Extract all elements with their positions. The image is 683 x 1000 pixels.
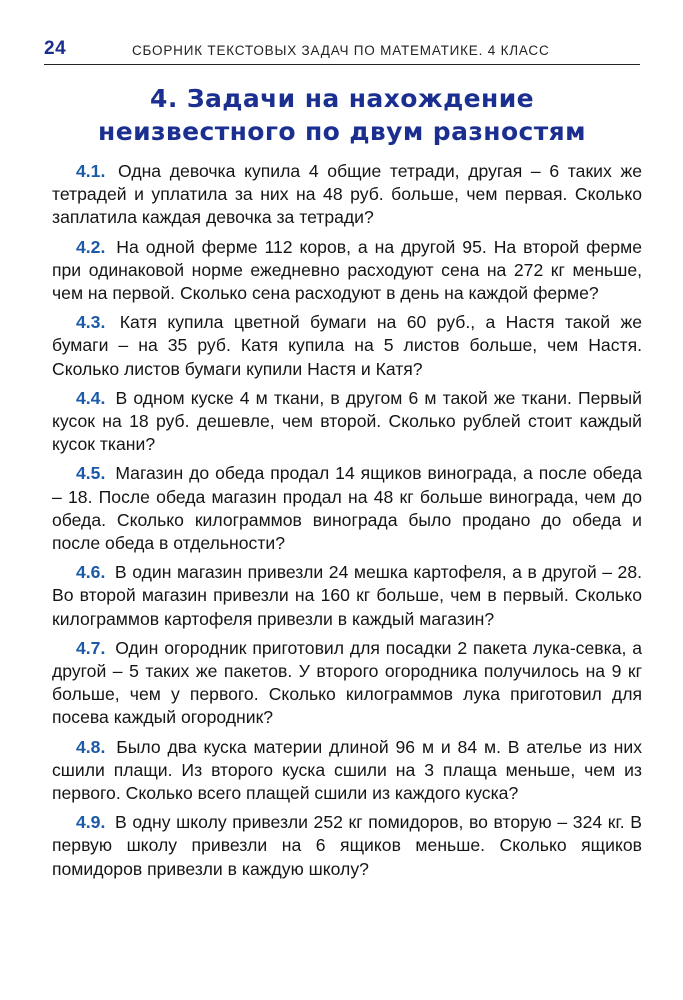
problem-text: Одна девочка купила 4 общие тетради, другая – 6 таких же тетрадей и уплатила за них на 48 руб. больше, чем первая. Сколько заплатила каждая девочка за тетради? xyxy=(52,161,642,228)
problem-number: 4.9. xyxy=(76,812,106,833)
problem-number: 4.2. xyxy=(76,236,106,257)
problem-4-2 xyxy=(52,236,642,306)
problem-number: 4.6. xyxy=(76,562,106,583)
section-title-line-1: 4. Задачи на нахождение xyxy=(150,84,534,113)
problem-list xyxy=(52,160,642,887)
problem-number: 4.3. xyxy=(76,312,106,333)
problem-text: Катя купила цветной бумаги на 60 руб., а Настя такой же бумаги – на 35 руб. Катя купила на 5 листов больше, чем Настя. Сколько листов бумаги купили Настя и Катя? xyxy=(52,312,643,379)
problem-4-4 xyxy=(52,387,642,457)
problem-text: На одной ферме 112 коров, а на другой 95. На второй ферме при одинаковой норме ежедневно расходуют сена на 272 кг меньше, чем на первой. Сколько сена расходуют в день на каждой ферме? xyxy=(52,236,642,304)
problem-number: 4.4. xyxy=(76,387,106,408)
problem-4-9 xyxy=(52,811,642,881)
problem-4-5 xyxy=(52,462,642,555)
section-title xyxy=(44,82,640,148)
problem-4-7 xyxy=(52,637,642,730)
problem-number: 4.7. xyxy=(76,637,106,658)
problem-text: В одну школу привезли 252 кг помидоров, во вторую – 324 кг. В первую школу привезли на 6 ящиков меньше. Сколько ящиков помидоров привезли в каждую школу? xyxy=(52,812,642,879)
problem-text: В один магазин привезли 24 мешка картофеля, а в другой – 28. Во второй магазин привезли на 160 кг больше, чем в первый. Сколько килограммов картофеля привезли в каждый магазин? xyxy=(52,562,643,629)
problem-text: Было два куска материи длиной 96 м и 84 м. В ателье из них сшили плащи. Из второго куска сшили на 3 плаща меньше, чем из первого. Сколько всего плащей сшили из каждого куска? xyxy=(52,736,643,804)
problem-4-6 xyxy=(52,561,642,631)
section-title-line-2: неизвестного по двум разностям xyxy=(98,117,586,146)
problem-text: В одном куске 4 м ткани, в другом 6 м такой же ткани. Первый кусок на 18 руб. дешевле, чем второй. Сколько рублей стоит каждый кусок ткани? xyxy=(52,387,643,455)
page-number: 24 xyxy=(44,38,67,59)
page-header xyxy=(44,38,640,65)
problem-4-3 xyxy=(52,311,642,381)
problem-text: Магазин до обеда продал 14 ящиков винограда, а после обеда – 18. После обеда магазин продал на 48 кг больше винограда, чем до обеда. Сколько килограммов винограда было продано до обеда и после обеда в отдельности? xyxy=(52,463,642,554)
problem-number: 4.8. xyxy=(76,736,106,757)
running-title: СБОРНИК ТЕКСТОВЫХ ЗАДАЧ ПО МАТЕМАТИКЕ. 4 КЛАСС xyxy=(132,43,550,58)
problem-number: 4.5. xyxy=(76,463,106,484)
problem-text: Один огородник приготовил для посадки 2 пакета лука-севка, а другой – 5 таких же пакетов. У второго огородника получилось на 9 кг больше, чем у первого. Сколько килограммов лука приготовил для посева каждый огородник? xyxy=(52,637,643,728)
problem-4-1 xyxy=(52,160,642,230)
problem-number: 4.1. xyxy=(76,161,106,181)
problem-4-8 xyxy=(52,736,642,806)
